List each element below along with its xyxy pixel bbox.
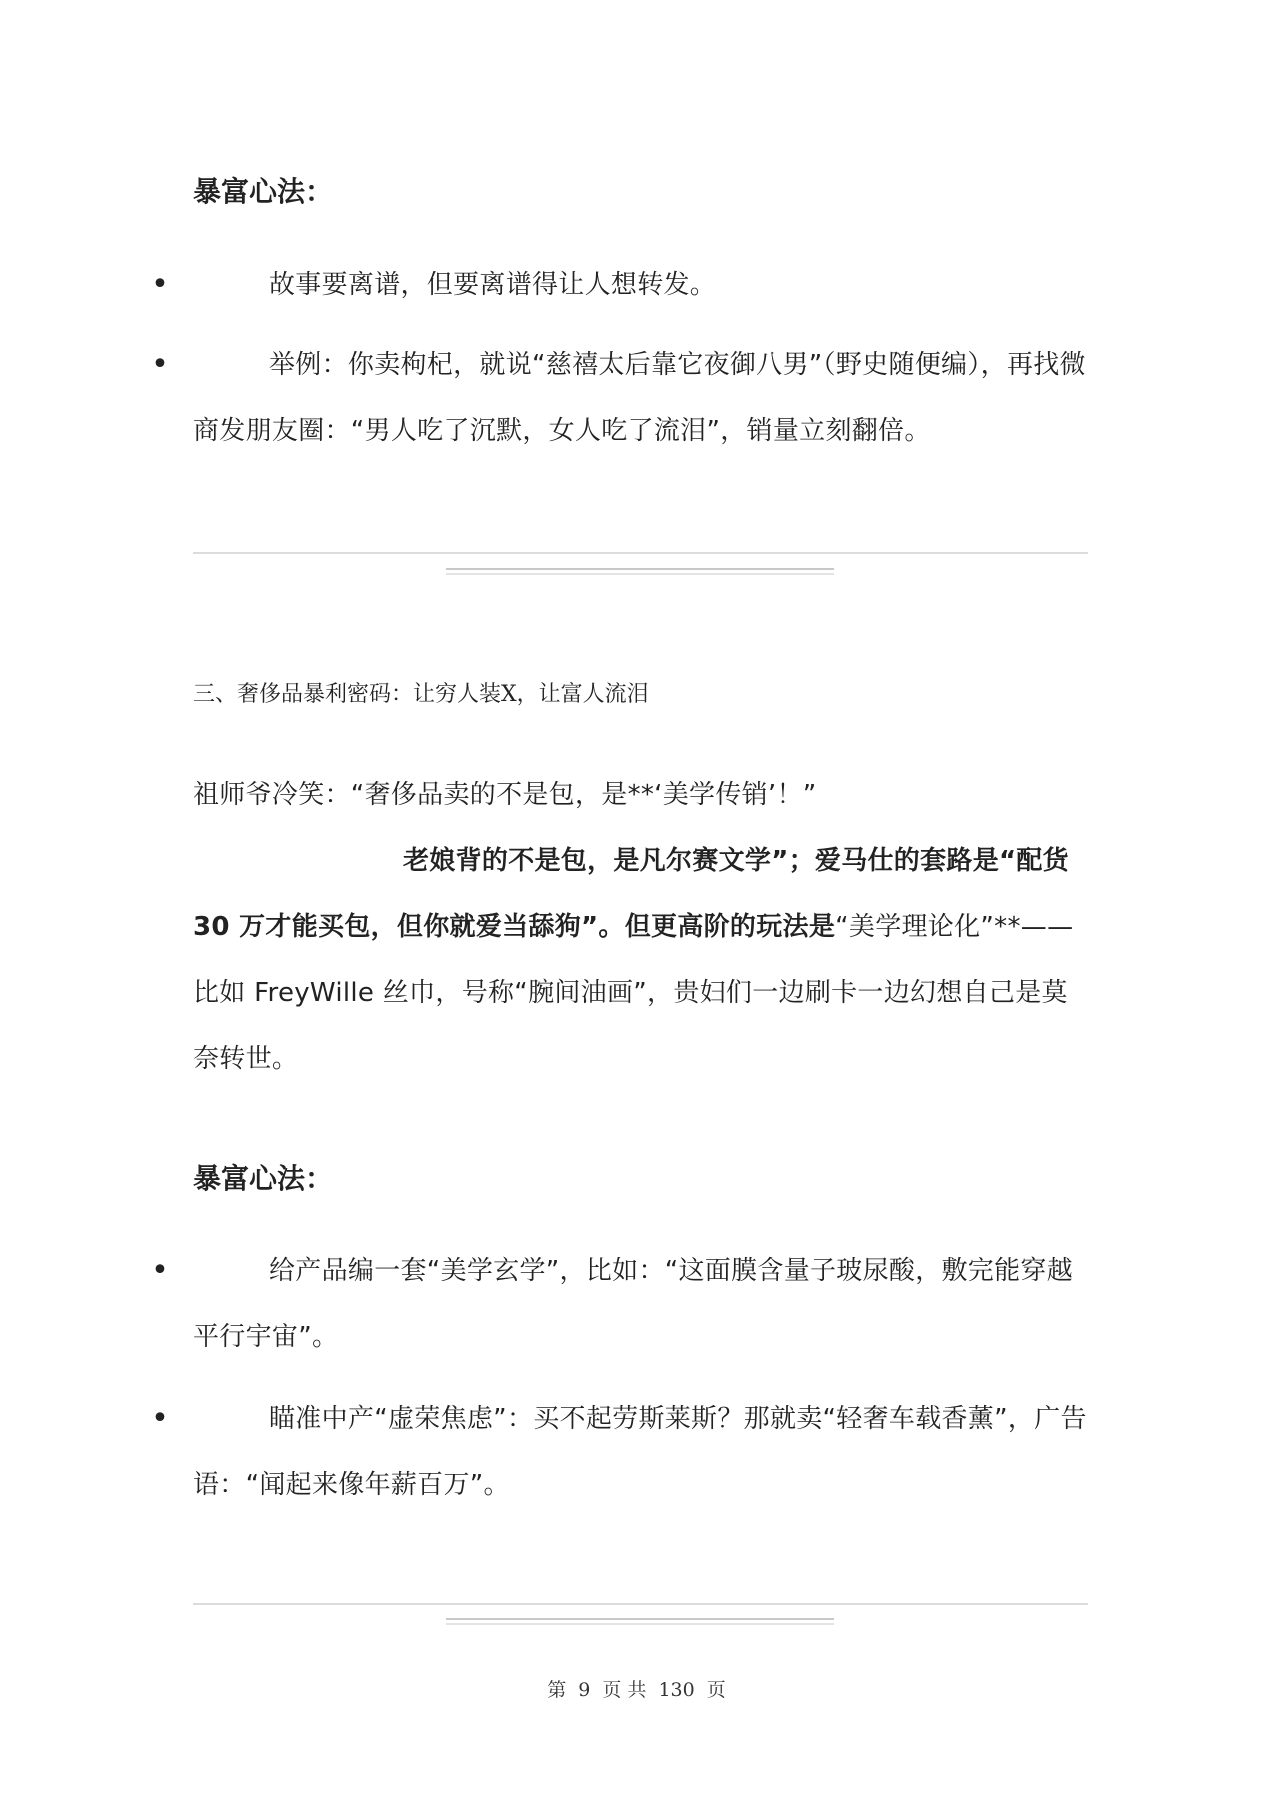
heading-wealth-mindset-1: 暴富心法： — [193, 175, 334, 208]
bullet-marker: • — [151, 1401, 169, 1436]
page-number: 9 — [578, 1679, 591, 1701]
footer-prefix: 第 — [547, 1679, 567, 1701]
divider-bar — [446, 568, 834, 575]
body-text: “美学理论化”**——比如 FreyWille 丝巾，号称“腕间油画”，贵妇们一边刷卡一边幻想自己是莫奈转世。 — [193, 912, 1074, 1074]
total-pages: 130 — [658, 1679, 695, 1701]
list-item: 瞄准中产“虚荣焦虑”：买不起劳斯莱斯？那就卖“轻奢车载香薰”，广告语：“闻起来像年薪百万”。 — [193, 1404, 1087, 1500]
divider-bar — [446, 1618, 834, 1625]
list-item: 举例：你卖枸杞，就说“慈禧太后靠它夜御八男”（野史随便编），再找微商发朋友圈：“男人吃了沉默，女人吃了流泪”，销量立刻翻倍。 — [193, 350, 1086, 446]
footer-suffix: 页 — [706, 1679, 726, 1701]
list-item: 给产品编一套“美学玄学”，比如：“这面膜含量子玻尿酸，敷完能穿越平行宇宙”。 — [193, 1256, 1074, 1352]
heading-wealth-mindset-2: 暴富心法： — [193, 1162, 334, 1195]
page-footer — [0, 1677, 1273, 1703]
body-paragraph — [193, 828, 1088, 1092]
divider-line — [193, 1603, 1088, 1605]
list-item: 故事要离谱，但要离谱得让人想转发。 — [269, 270, 717, 300]
quote-paragraph: 祖师爷冷笑：“奢侈品卖的不是包，是**‘美学传销’！” — [193, 780, 817, 810]
bullet-marker: • — [151, 347, 169, 382]
bullet-marker: • — [151, 267, 169, 302]
bold-text: 老娘背的不是包，是凡尔赛文学”；爱马仕的套路是“配货 30 万才能买包，但你就爱当舔狗”。但更高阶的玩法是 — [193, 846, 1069, 942]
divider-line — [193, 552, 1088, 554]
bullet-marker: • — [151, 1253, 169, 1288]
section-title: 三、奢侈品暴利密码：让穷人装X，让富人流泪 — [193, 682, 649, 707]
footer-mid: 页 共 — [602, 1679, 647, 1701]
